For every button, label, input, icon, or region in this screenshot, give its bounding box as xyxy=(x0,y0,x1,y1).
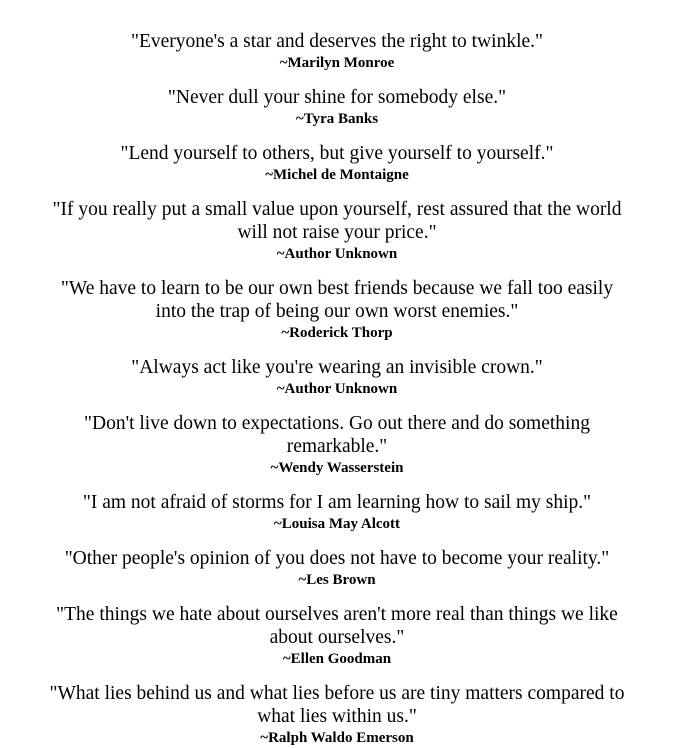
quote-block xyxy=(0,682,674,747)
quote-author: ~Ralph Waldo Emerson xyxy=(260,730,414,746)
quote-block xyxy=(0,356,674,398)
quote-block xyxy=(0,198,674,263)
quote-text: "Never dull your shine for somebody else." xyxy=(167,87,507,108)
quote-author: ~Les Brown xyxy=(298,572,376,588)
quote-text: "If you really put a small value upon yourself, rest assured that the world will not raise your price." xyxy=(52,199,622,243)
quote-text: "I am not afraid of storms for I am learning how to sail my ship." xyxy=(82,492,592,513)
quote-author: ~Michel de Montaigne xyxy=(265,167,409,183)
quote-text: "Don't live down to expectations. Go out there and do something remarkable." xyxy=(84,413,590,457)
quote-text: "The things we hate about ourselves aren't more real than things we like about ourselves." xyxy=(56,604,618,648)
quote-text: "We have to learn to be our own best friends because we fall too easily into the trap of being our own worst enemies." xyxy=(60,278,614,322)
quote-block xyxy=(0,30,674,72)
quote-block xyxy=(0,277,674,342)
quote-block xyxy=(0,412,674,477)
quote-author: ~Author Unknown xyxy=(276,246,398,262)
quote-author: ~Roderick Thorp xyxy=(281,325,393,341)
quote-author: ~Author Unknown xyxy=(276,381,398,397)
quote-text: "Always act like you're wearing an invisible crown." xyxy=(131,357,543,378)
quote-text: "Lend yourself to others, but give yourself to yourself." xyxy=(120,143,554,164)
quote-block xyxy=(0,547,674,589)
quote-text: "Everyone's a star and deserves the right to twinkle." xyxy=(130,31,544,52)
quote-author: ~Tyra Banks xyxy=(295,111,379,127)
quote-block xyxy=(0,86,674,128)
quote-author: ~Louisa May Alcott xyxy=(273,516,401,532)
quote-block xyxy=(0,142,674,184)
quote-author: ~Wendy Wasserstein xyxy=(270,460,404,476)
quote-text: "Other people's opinion of you does not have to become your reality." xyxy=(64,548,610,569)
quote-author: ~Marilyn Monroe xyxy=(279,55,395,71)
quote-block xyxy=(0,491,674,533)
quote-author: ~Ellen Goodman xyxy=(282,651,392,667)
quote-block xyxy=(0,603,674,668)
quote-text: "What lies behind us and what lies before us are tiny matters compared to what lies within us." xyxy=(49,683,625,727)
